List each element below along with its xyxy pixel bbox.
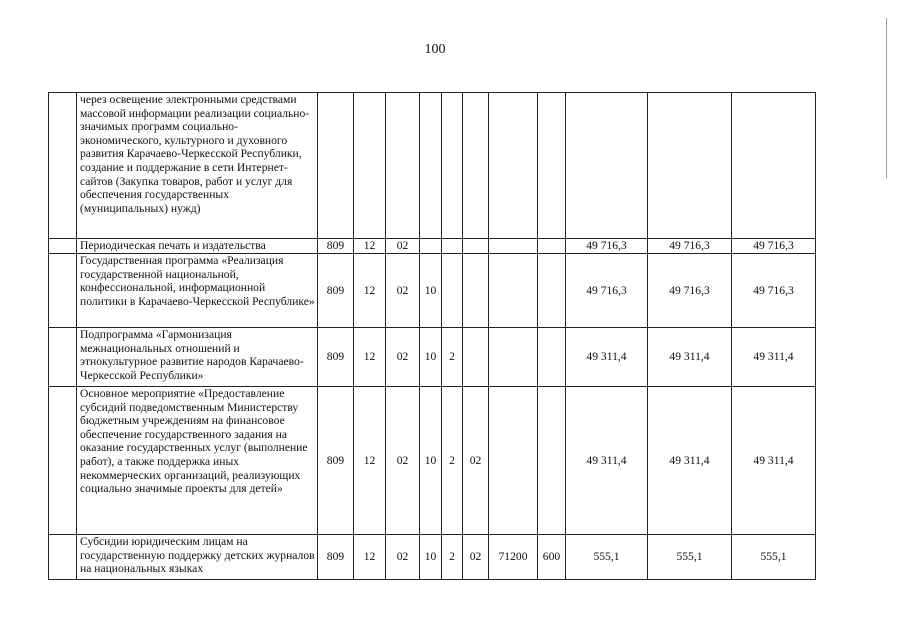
subsection-code-cell: 02 xyxy=(386,328,420,387)
event-code-cell: 02 xyxy=(463,535,489,580)
ministry-code-cell: 809 xyxy=(318,239,354,254)
sum-3-cell: 49 311,4 xyxy=(732,328,816,387)
section-code-cell: 12 xyxy=(354,535,386,580)
sum-1-cell: 49 311,4 xyxy=(566,387,648,535)
table-row xyxy=(49,239,816,254)
section-code-cell: 12 xyxy=(354,328,386,387)
subprogram-code-cell xyxy=(442,93,463,239)
event-code-cell xyxy=(463,93,489,239)
row-number-cell xyxy=(49,239,77,254)
sum-1-cell: 49 716,3 xyxy=(566,239,648,254)
section-code-cell xyxy=(354,93,386,239)
budget-table xyxy=(48,92,816,580)
subprogram-code-cell xyxy=(442,254,463,328)
subsection-code-cell: 02 xyxy=(386,387,420,535)
table-row xyxy=(49,254,816,328)
row-number-cell xyxy=(49,93,77,239)
program-code-cell: 10 xyxy=(420,328,442,387)
item-name-cell: Государственная программа «Реализация государственной национальной, конфессиональной, информационной политики в Карачаево-Черкесской Республике» xyxy=(77,254,318,328)
table-row xyxy=(49,93,816,239)
table-row xyxy=(49,387,816,535)
sum-1-cell: 49 311,4 xyxy=(566,328,648,387)
ministry-code-cell xyxy=(318,93,354,239)
ministry-code-cell: 809 xyxy=(318,387,354,535)
sum-1-cell: 555,1 xyxy=(566,535,648,580)
event-code-cell xyxy=(463,328,489,387)
item-name-cell: Периодическая печать и издательства xyxy=(77,239,318,254)
sum-3-cell: 49 716,3 xyxy=(732,239,816,254)
sum-2-cell xyxy=(648,93,732,239)
page-number: 100 xyxy=(424,42,446,57)
direction-code-cell xyxy=(489,254,538,328)
sum-2-cell: 49 311,4 xyxy=(648,387,732,535)
sum-1-cell: 49 716,3 xyxy=(566,254,648,328)
program-code-cell: 10 xyxy=(420,535,442,580)
section-code-cell: 12 xyxy=(354,239,386,254)
ministry-code-cell: 809 xyxy=(318,254,354,328)
item-name-cell: через освещение электронными средствами массовой информации реализации социально-значимых программ социально-экономического, культурного и духовного развития Карачаево-Черкесской Республики, создание и поддержание в сети Интернет-сайтов (Закупка товаров, работ и услуг для обеспечения государственных (муниципальных) нужд) xyxy=(77,93,318,239)
expense-type-cell xyxy=(538,239,566,254)
expense-type-cell xyxy=(538,254,566,328)
direction-code-cell xyxy=(489,239,538,254)
table-row xyxy=(49,328,816,387)
row-number-cell xyxy=(49,535,77,580)
program-code-cell: 10 xyxy=(420,254,442,328)
expense-type-cell: 600 xyxy=(538,535,566,580)
sum-2-cell: 49 716,3 xyxy=(648,239,732,254)
subprogram-code-cell: 2 xyxy=(442,328,463,387)
program-code-cell: 10 xyxy=(420,387,442,535)
program-code-cell xyxy=(420,93,442,239)
sum-3-cell: 555,1 xyxy=(732,535,816,580)
subsection-code-cell: 02 xyxy=(386,254,420,328)
direction-code-cell xyxy=(489,387,538,535)
direction-code-cell: 71200 xyxy=(489,535,538,580)
expense-type-cell xyxy=(538,93,566,239)
row-number-cell xyxy=(49,387,77,535)
subprogram-code-cell: 2 xyxy=(442,535,463,580)
subprogram-code-cell xyxy=(442,239,463,254)
event-code-cell xyxy=(463,254,489,328)
table-row xyxy=(49,535,816,580)
row-number-cell xyxy=(49,254,77,328)
item-name-cell: Субсидии юридическим лицам на государственную поддержку детских журналов на национальных языках xyxy=(77,535,318,580)
event-code-cell: 02 xyxy=(463,387,489,535)
sum-2-cell: 555,1 xyxy=(648,535,732,580)
section-code-cell: 12 xyxy=(354,254,386,328)
sum-3-cell: 49 716,3 xyxy=(732,254,816,328)
sum-2-cell: 49 311,4 xyxy=(648,328,732,387)
sum-3-cell xyxy=(732,93,816,239)
direction-code-cell xyxy=(489,93,538,239)
subsection-code-cell xyxy=(386,93,420,239)
subsection-code-cell: 02 xyxy=(386,535,420,580)
subsection-code-cell: 02 xyxy=(386,239,420,254)
row-number-cell xyxy=(49,328,77,387)
item-name-cell: Подпрограмма «Гармонизация межнациональных отношений и этнокультурное развитие народов Карачаево-Черкесской Республики» xyxy=(77,328,318,387)
sum-3-cell: 49 311,4 xyxy=(732,387,816,535)
expense-type-cell xyxy=(538,387,566,535)
section-code-cell: 12 xyxy=(354,387,386,535)
ministry-code-cell: 809 xyxy=(318,535,354,580)
program-code-cell xyxy=(420,239,442,254)
sum-1-cell xyxy=(566,93,648,239)
event-code-cell xyxy=(463,239,489,254)
direction-code-cell xyxy=(489,328,538,387)
subprogram-code-cell: 2 xyxy=(442,387,463,535)
sum-2-cell: 49 716,3 xyxy=(648,254,732,328)
item-name-cell: Основное мероприятие «Предоставление субсидий подведомственным Министерству бюджетным учреждениям на финансовое обеспечение государственного задания на оказание государственных услуг (выполнение работ), а также поддержка иных некоммерческих организаций, реализующих социально значимые проекты для детей» xyxy=(77,387,318,535)
expense-type-cell xyxy=(538,328,566,387)
ministry-code-cell: 809 xyxy=(318,328,354,387)
scan-edge-line xyxy=(886,18,887,178)
